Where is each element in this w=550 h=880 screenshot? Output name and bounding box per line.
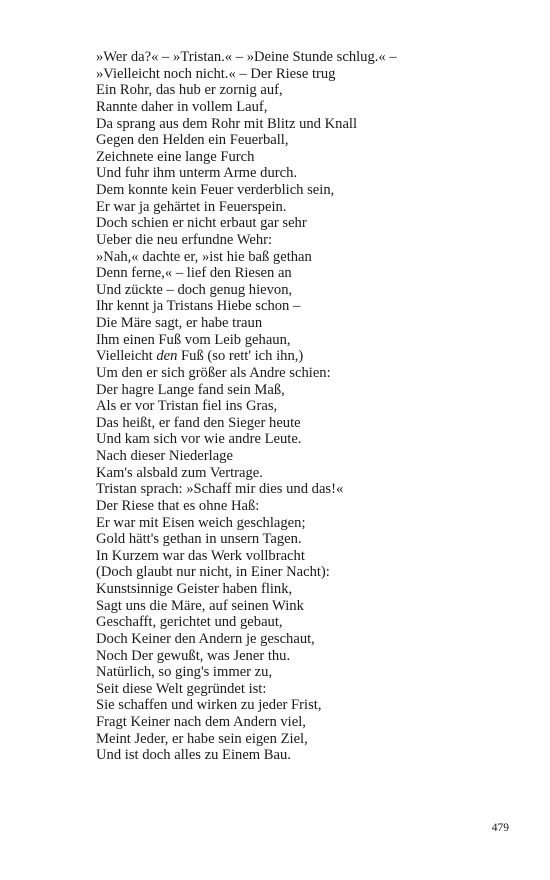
poem-line: Die Märe sagt, er habe traun	[96, 315, 263, 331]
poem-line: Er war ja gehärtet in Feuerspein.	[96, 198, 287, 215]
page-number: 479	[491, 822, 509, 834]
poem-line: Zeichnete eine lange Furch	[96, 148, 255, 165]
poem-line: »Nah,« dachte er, »ist hie baß gethan	[96, 248, 312, 265]
poem-line: Sagt uns die Märe, auf seinen Wink	[96, 597, 304, 614]
poem-line: Gegen den Helden ein Feuerball,	[96, 132, 289, 149]
poem-line: In Kurzem war das Werk vollbracht	[96, 547, 305, 564]
poem-line: Und ist doch alles zu Einem Bau.	[96, 747, 291, 764]
poem-line: Ihr kennt ja Tristans Hiebe schon –	[96, 298, 301, 315]
poem-line: Geschafft, gerichtet und gebaut,	[96, 614, 283, 631]
poem-line: Ueber die neu erfundne Wehr:	[96, 231, 273, 248]
poem-line: Noch Der gewußt, was Jener thu.	[96, 647, 291, 664]
poem-line-text: Fuß (so rett' ich ihn,)	[177, 348, 304, 365]
poem-line: Natürlich, so ging's immer zu,	[96, 664, 273, 681]
poem-line: Sie schaffen und wirken zu jeder Frist,	[96, 697, 322, 714]
poem-line: Er war mit Eisen weich geschlagen;	[96, 514, 306, 531]
poem-line: Der hagre Lange fand sein Maß,	[96, 381, 285, 398]
poem-line: Um den er sich größer als Andre schien:	[96, 364, 331, 381]
emphasized-word: den	[156, 348, 178, 365]
poem-line: Doch Keiner den Andern je geschaut,	[96, 630, 315, 647]
poem-line-text: Vielleicht	[96, 348, 157, 365]
poem-line: Und kam sich vor wie andre Leute.	[96, 431, 302, 448]
poem-line: Gold hätt's gethan in unsern Tagen.	[96, 531, 302, 548]
poem-line: (Doch glaubt nur nicht, in Einer Nacht):	[96, 564, 330, 581]
poem-text	[96, 49, 397, 764]
poem-line: Fragt Keiner nach dem Andern viel,	[96, 714, 306, 730]
poem-line: Und fuhr ihm unterm Arme durch.	[96, 165, 298, 182]
poem-line: Und zückte – doch genug hievon,	[96, 281, 293, 298]
poem-line: Meint Jeder, er habe sein eigen Ziel,	[96, 730, 308, 747]
poem-line	[96, 348, 397, 365]
poem-line: Kam's alsbald zum Vertrage.	[96, 464, 263, 481]
poem-line: Das heißt, er fand den Sieger heute	[96, 414, 301, 431]
poem-line: »Wer da?« – »Tristan.« – »Deine Stunde schlug.« –	[96, 49, 397, 65]
poem-line: Dem konnte kein Feuer verderblich sein,	[96, 182, 335, 198]
poem-line: Ein Rohr, das hub er zornig auf,	[96, 82, 283, 99]
poem-line: Da sprang aus dem Rohr mit Blitz und Knall	[96, 115, 358, 132]
poem-line: Nach dieser Niederlage	[96, 448, 233, 464]
poem-line: Ihm einen Fuß vom Leib gehaun,	[96, 331, 291, 348]
poem-line: Der Riese that es ohne Haß:	[96, 497, 260, 514]
poem-line: Denn ferne,« – lief den Riesen an	[96, 265, 292, 282]
poem-line: Kunstsinnige Geister haben flink,	[96, 581, 293, 597]
poem-line: Als er vor Tristan fiel ins Gras,	[96, 398, 278, 415]
poem-line: Rannte daher in vollem Lauf,	[96, 98, 268, 115]
poem-line: Tristan sprach: »Schaff mir dies und das!«	[96, 481, 344, 498]
poem-line: »Vielleicht noch nicht.« – Der Riese trug	[96, 65, 336, 82]
poem-line: Doch schien er nicht erbaut gar sehr	[96, 215, 307, 232]
poem-line: Seit diese Welt gegründet ist:	[96, 680, 267, 697]
